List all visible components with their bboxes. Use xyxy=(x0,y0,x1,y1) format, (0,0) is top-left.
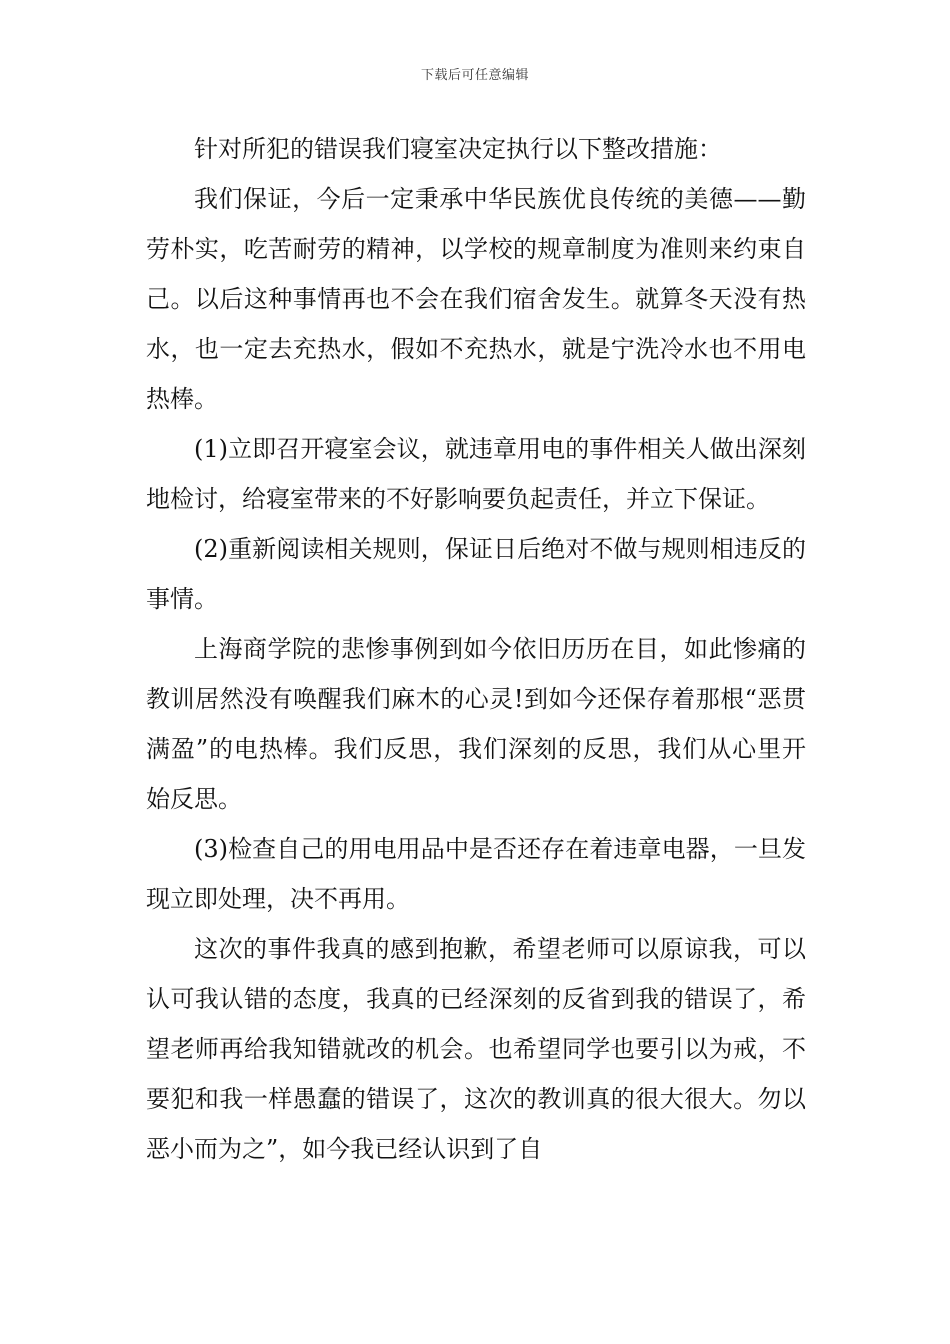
page-header: 下载后可任意编辑 xyxy=(420,68,529,83)
paragraph-guarantee: 我们保证，今后一定秉承中华民族优良传统的美德——勤劳朴实，吃苦耐劳的精神，以学校的规章制度为准则来约束自己。以后这种事情再也不会在我们宿舍发生。就算冬天没有热水，也一定去充热水，假如不充热水，就是宁洗冷水也不用电热棒。 xyxy=(146,185,806,413)
paragraph-measure-1: (1)立即召开寝室会议，就违章用电的事件相关人做出深刻地检讨，给寝室带来的不好影响要负起责任，并立下保证。 xyxy=(146,435,806,513)
document-body xyxy=(146,124,806,1174)
paragraph-measure-2: (2)重新阅读相关规则，保证日后绝对不做与规则相违反的事情。 xyxy=(146,535,806,613)
paragraph-rectification-intro: 针对所犯的错误我们寝室决定执行以下整改措施： xyxy=(194,135,722,163)
paragraph-measure-3: (3)检查自己的用电用品中是否还存在着违章电器，一旦发现立即处理，决不再用。 xyxy=(146,835,806,913)
paragraph-apology: 这次的事件我真的感到抱歉，希望老师可以原谅我，可以认可我认错的态度，我真的已经深刻的反省到我的错误了，希望老师再给我知错就改的机会。也希望同学也要引以为戒，不要犯和我一样愚蠢的错误了，这次的教训真的很大很大。勿以恶小而为之”，如今我已经认识到了自 xyxy=(146,935,806,1163)
paragraph-reflection: 上海商学院的悲惨事例到如今依旧历历在目，如此惨痛的教训居然没有唤醒我们麻木的心灵!到如今还保存着那根“恶贯满盈”的电热棒。我们反思，我们深刻的反思，我们从心里开始反思。 xyxy=(146,635,806,813)
